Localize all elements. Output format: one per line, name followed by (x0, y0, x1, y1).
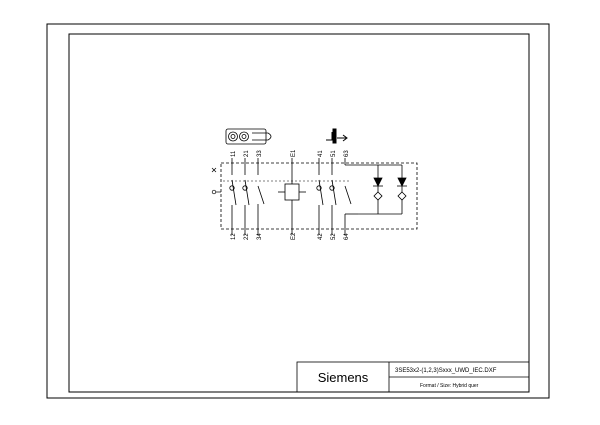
terminal-label: 22 (244, 233, 250, 240)
file-name: 3SE53x2-(1,2,3)Sxxx_UWD_IEC.DXF (395, 368, 497, 374)
push-operator-icon (326, 129, 347, 143)
terminal-label: 34 (257, 233, 263, 240)
terminal-labels-top (231, 149, 350, 157)
terminal-label: 21 (244, 150, 250, 157)
terminal-label: E2 (291, 232, 297, 240)
terminal-label: 64 (344, 233, 350, 240)
format-label: Format / Size: Hybrid quer (420, 383, 479, 389)
terminal-label: 51 (331, 150, 337, 157)
terminal-label: E1 (291, 149, 297, 157)
actuation-marker (212, 168, 221, 194)
terminal-label: 42 (318, 233, 324, 240)
roller-actuator-icon (226, 129, 271, 144)
terminal-label: 12 (231, 233, 237, 240)
terminal-label: 63 (344, 150, 350, 157)
company-name: Siemens (317, 370, 369, 385)
terminal-label: 33 (257, 150, 263, 157)
contact-circuits (230, 158, 402, 235)
led-indicator-icon (373, 178, 407, 204)
outer-border (47, 24, 549, 398)
terminal-label: 41 (318, 150, 324, 157)
inner-frame (69, 34, 529, 392)
terminal-label: 52 (331, 233, 337, 240)
terminal-label: 11 (231, 150, 237, 157)
title-block (297, 362, 529, 392)
